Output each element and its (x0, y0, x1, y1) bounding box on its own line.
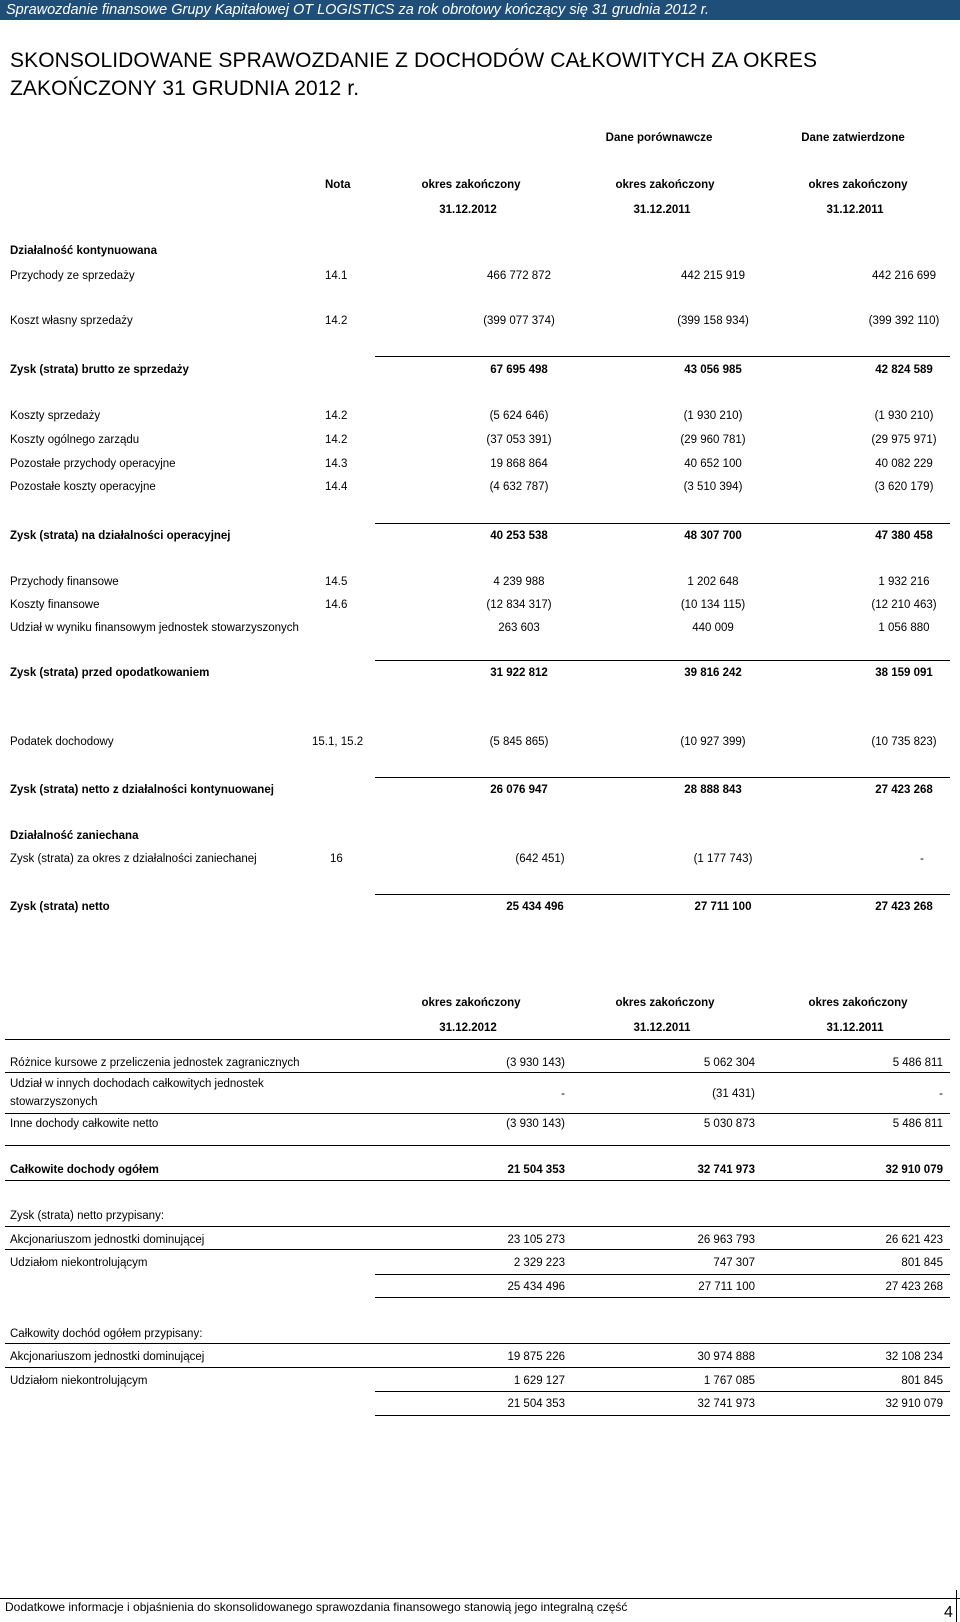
row-value: - (939, 1088, 943, 1100)
row-value: (29 960 781) (680, 434, 746, 446)
row-value: 32 910 079 (885, 1164, 943, 1176)
row-value: (3 930 143) (506, 1118, 565, 1130)
row-label: Całkowite dochody ogółem (10, 1164, 159, 1176)
row-label: Udział w wyniku finansowym jednostek stowarzyszonych (10, 622, 299, 634)
row-value: (3 510 394) (683, 481, 743, 493)
row-value: (12 210 463) (871, 599, 937, 611)
row-value: (399 158 934) (677, 315, 749, 327)
rule-line (5, 1039, 950, 1040)
row-total-value: 27 423 268 (885, 1281, 943, 1293)
document-header-text: Sprawozdanie finansowe Grupy Kapitałowej OT LOGISTICS za rok obrotowy kończący się 31 grudnia 2012 r. (6, 2, 710, 18)
row-value: - (561, 1088, 565, 1100)
section-continuing: Działalność kontynuowana (10, 245, 157, 257)
page-number: 4 (944, 1604, 953, 1621)
row-value: (5 845 865) (489, 736, 549, 748)
col-header-date-1: 31.12.2012 (439, 204, 497, 216)
row-value: 801 845 (901, 1257, 943, 1269)
row-label: Udziałom niekontrolującym (10, 1375, 148, 1387)
row-value: 40 253 538 (490, 530, 548, 542)
row-label: Zysk (strata) za okres z działalności zaniechanej (10, 853, 257, 865)
row-label: Zysk (strata) brutto ze sprzedaży (10, 364, 189, 376)
row-value: 39 816 242 (684, 667, 742, 679)
col-header-date-2: 31.12.2011 (633, 204, 691, 216)
row-value: (399 392 110) (868, 315, 940, 327)
document-header-bar (0, 0, 960, 20)
row-value: 43 056 985 (684, 364, 742, 376)
row-value: 1 202 648 (687, 576, 739, 588)
row-value: 27 423 268 (875, 901, 933, 913)
row-label: Zysk (strata) przed opodatkowaniem (10, 667, 210, 679)
row-value: 67 695 498 (490, 364, 548, 376)
attrib-total-title: Całkowity dochód ogółem przypisany: (10, 1328, 203, 1340)
row-note: 14.3 (325, 458, 348, 470)
row-value: 48 307 700 (684, 530, 742, 542)
row-value: (1 930 210) (683, 410, 743, 422)
row-value: 21 504 353 (507, 1164, 565, 1176)
row-note: 14.6 (325, 599, 348, 611)
row-value: 40 652 100 (684, 458, 742, 470)
rule-line (375, 1391, 950, 1392)
row-note: 14.2 (325, 410, 348, 422)
row-label: Koszty sprzedaży (10, 410, 101, 422)
row-total-value: 25 434 496 (507, 1281, 565, 1293)
row-total-value: 27 711 100 (698, 1281, 755, 1293)
row-value: (37 053 391) (486, 434, 552, 446)
row-label-line2: stowarzyszonych (10, 1096, 98, 1108)
row-label: Udziałom niekontrolującym (10, 1257, 148, 1269)
row-value: 263 603 (498, 622, 540, 634)
row-value: 1 629 127 (513, 1375, 565, 1387)
row-value: (10 735 823) (871, 736, 937, 748)
row-value: 5 030 873 (703, 1118, 755, 1130)
row-note: 16 (330, 853, 343, 865)
col-header-date-1: 31.12.2012 (439, 1022, 497, 1034)
row-value: (29 975 971) (871, 434, 937, 446)
row-value: 19 875 226 (507, 1351, 565, 1363)
row-label: Koszty ogólnego zarządu (10, 434, 140, 446)
rule-line (375, 894, 950, 895)
col-header-period-3: okres zakończony (808, 997, 908, 1009)
row-label: Inne dochody całkowite netto (10, 1118, 159, 1130)
col-header-period-2: okres zakończony (615, 997, 715, 1009)
row-value: (3 930 143) (506, 1057, 565, 1069)
page-number-rule (956, 1590, 957, 1622)
row-value: 466 772 872 (487, 270, 551, 282)
row-value: (1 177 743) (693, 853, 753, 865)
row-value: 1 056 880 (878, 622, 930, 634)
row-value: 5 486 811 (892, 1118, 943, 1130)
row-label: Koszt własny sprzedaży (10, 315, 133, 327)
footer-text: Dodatkowe informacje i objaśnienia do skonsolidowanego sprawozdania finansowego stanowią jego integralną część (5, 1600, 628, 1614)
row-value: 32 741 973 (697, 1164, 755, 1176)
row-note: 14.4 (325, 481, 348, 493)
row-value: 27 423 268 (875, 784, 933, 796)
row-total-value: 32 741 973 (697, 1398, 755, 1410)
row-value: (5 624 646) (489, 410, 549, 422)
rule-line (375, 1297, 950, 1298)
col-header-date-2: 31.12.2011 (633, 1022, 691, 1034)
row-value: 2 329 223 (513, 1257, 565, 1269)
row-label: Koszty finansowe (10, 599, 100, 611)
col-header-note: Nota (325, 179, 351, 191)
rule-line (5, 1226, 950, 1227)
rule-line (375, 660, 950, 661)
rule-line (375, 1274, 950, 1275)
row-value: - (920, 853, 924, 865)
row-value: (4 632 787) (489, 481, 549, 493)
rule-line (375, 523, 950, 524)
row-value: (1 930 210) (874, 410, 934, 422)
row-label: Przychody finansowe (10, 576, 119, 588)
row-value: 47 380 458 (875, 530, 933, 542)
row-value: (10 927 399) (680, 736, 746, 748)
footer-rule (0, 1598, 960, 1599)
row-value: 26 621 423 (885, 1234, 943, 1246)
row-value: 28 888 843 (684, 784, 742, 796)
row-note: 15.1, 15.2 (312, 736, 364, 748)
row-value: (399 077 374) (483, 315, 555, 327)
rule-line (375, 777, 950, 778)
col-header-date-3: 31.12.2011 (826, 204, 884, 216)
row-note: 14.2 (325, 315, 348, 327)
row-value: 5 486 811 (892, 1057, 943, 1069)
row-label: Zysk (strata) na działalności operacyjnej (10, 530, 231, 542)
row-value: 38 159 091 (875, 667, 933, 679)
row-value: (31 431) (712, 1088, 755, 1100)
row-label: Zysk (strata) netto z działalności kontynuowanej (10, 784, 274, 796)
row-value: 4 239 988 (493, 576, 545, 588)
row-label: Zysk (strata) netto (10, 901, 110, 913)
rule-line (5, 1145, 950, 1146)
row-value: (12 834 317) (486, 599, 552, 611)
row-label-line1: Udział w innych dochodach całkowitych jednostek (10, 1078, 264, 1090)
row-total-value: 32 910 079 (885, 1398, 943, 1410)
row-note: 14.5 (325, 576, 348, 588)
rule-line (5, 1072, 950, 1073)
row-value: 19 868 864 (490, 458, 548, 470)
col-header-period-3: okres zakończony (808, 179, 908, 191)
row-value: 31 922 812 (490, 667, 548, 679)
rule-line (5, 1343, 950, 1344)
col-header-date-3: 31.12.2011 (826, 1022, 884, 1034)
section-discontinued: Działalność zaniechana (10, 830, 139, 842)
row-value: (3 620 179) (874, 481, 934, 493)
row-label: Pozostałe przychody operacyjne (10, 458, 176, 470)
row-note: 14.1 (325, 270, 348, 282)
col-header-period-2: okres zakończony (615, 179, 715, 191)
rule-line (375, 356, 950, 357)
row-value: 1 767 085 (703, 1375, 755, 1387)
col-header-period-1: okres zakończony (421, 179, 521, 191)
group-header-comparative: Dane porównawcze (605, 132, 713, 144)
row-value: 801 845 (901, 1375, 943, 1387)
rule-line (5, 1180, 950, 1181)
rule-line (5, 1113, 950, 1114)
attrib-net-title: Zysk (strata) netto przypisany: (10, 1210, 165, 1222)
row-value: 42 824 589 (875, 364, 933, 376)
row-value: 23 105 273 (507, 1234, 565, 1246)
row-value: 440 009 (692, 622, 734, 634)
row-value: 442 215 919 (681, 270, 745, 282)
row-value: 442 216 699 (872, 270, 936, 282)
group-header-approved: Dane zatwierdzone (801, 132, 905, 144)
row-value: 26 963 793 (697, 1234, 755, 1246)
rule-line (5, 1367, 950, 1368)
row-label: Pozostałe koszty operacyjne (10, 481, 156, 493)
row-value: 40 082 229 (875, 458, 933, 470)
row-value: 747 307 (713, 1257, 755, 1269)
page-title: SKONSOLIDOWANE SPRAWOZDANIE Z DOCHODÓW CAŁKOWITYCH ZA OKRES ZAKOŃCZONY 31 GRUDNIA 2012 r. (10, 49, 818, 100)
row-value: 32 108 234 (885, 1351, 943, 1363)
row-total-value: 21 504 353 (507, 1398, 565, 1410)
row-label: Podatek dochodowy (10, 736, 114, 748)
row-label: Różnice kursowe z przeliczenia jednostek zagranicznych (10, 1057, 300, 1069)
row-value: 27 711 100 (694, 901, 752, 913)
row-value: 1 932 216 (878, 576, 930, 588)
row-label: Akcjonariuszom jednostki dominującej (10, 1351, 205, 1363)
row-value: 5 062 304 (703, 1057, 755, 1069)
row-value: 30 974 888 (697, 1351, 755, 1363)
row-value: 26 076 947 (490, 784, 548, 796)
row-value: (642 451) (515, 853, 565, 865)
rule-line (5, 1249, 950, 1250)
row-value: (10 134 115) (680, 599, 746, 611)
row-value: 25 434 496 (506, 901, 564, 913)
col-header-period-1: okres zakończony (421, 997, 521, 1009)
row-note: 14.2 (325, 434, 348, 446)
rule-line (375, 1415, 950, 1416)
row-label: Przychody ze sprzedaży (10, 270, 135, 282)
row-label: Akcjonariuszom jednostki dominującej (10, 1234, 205, 1246)
